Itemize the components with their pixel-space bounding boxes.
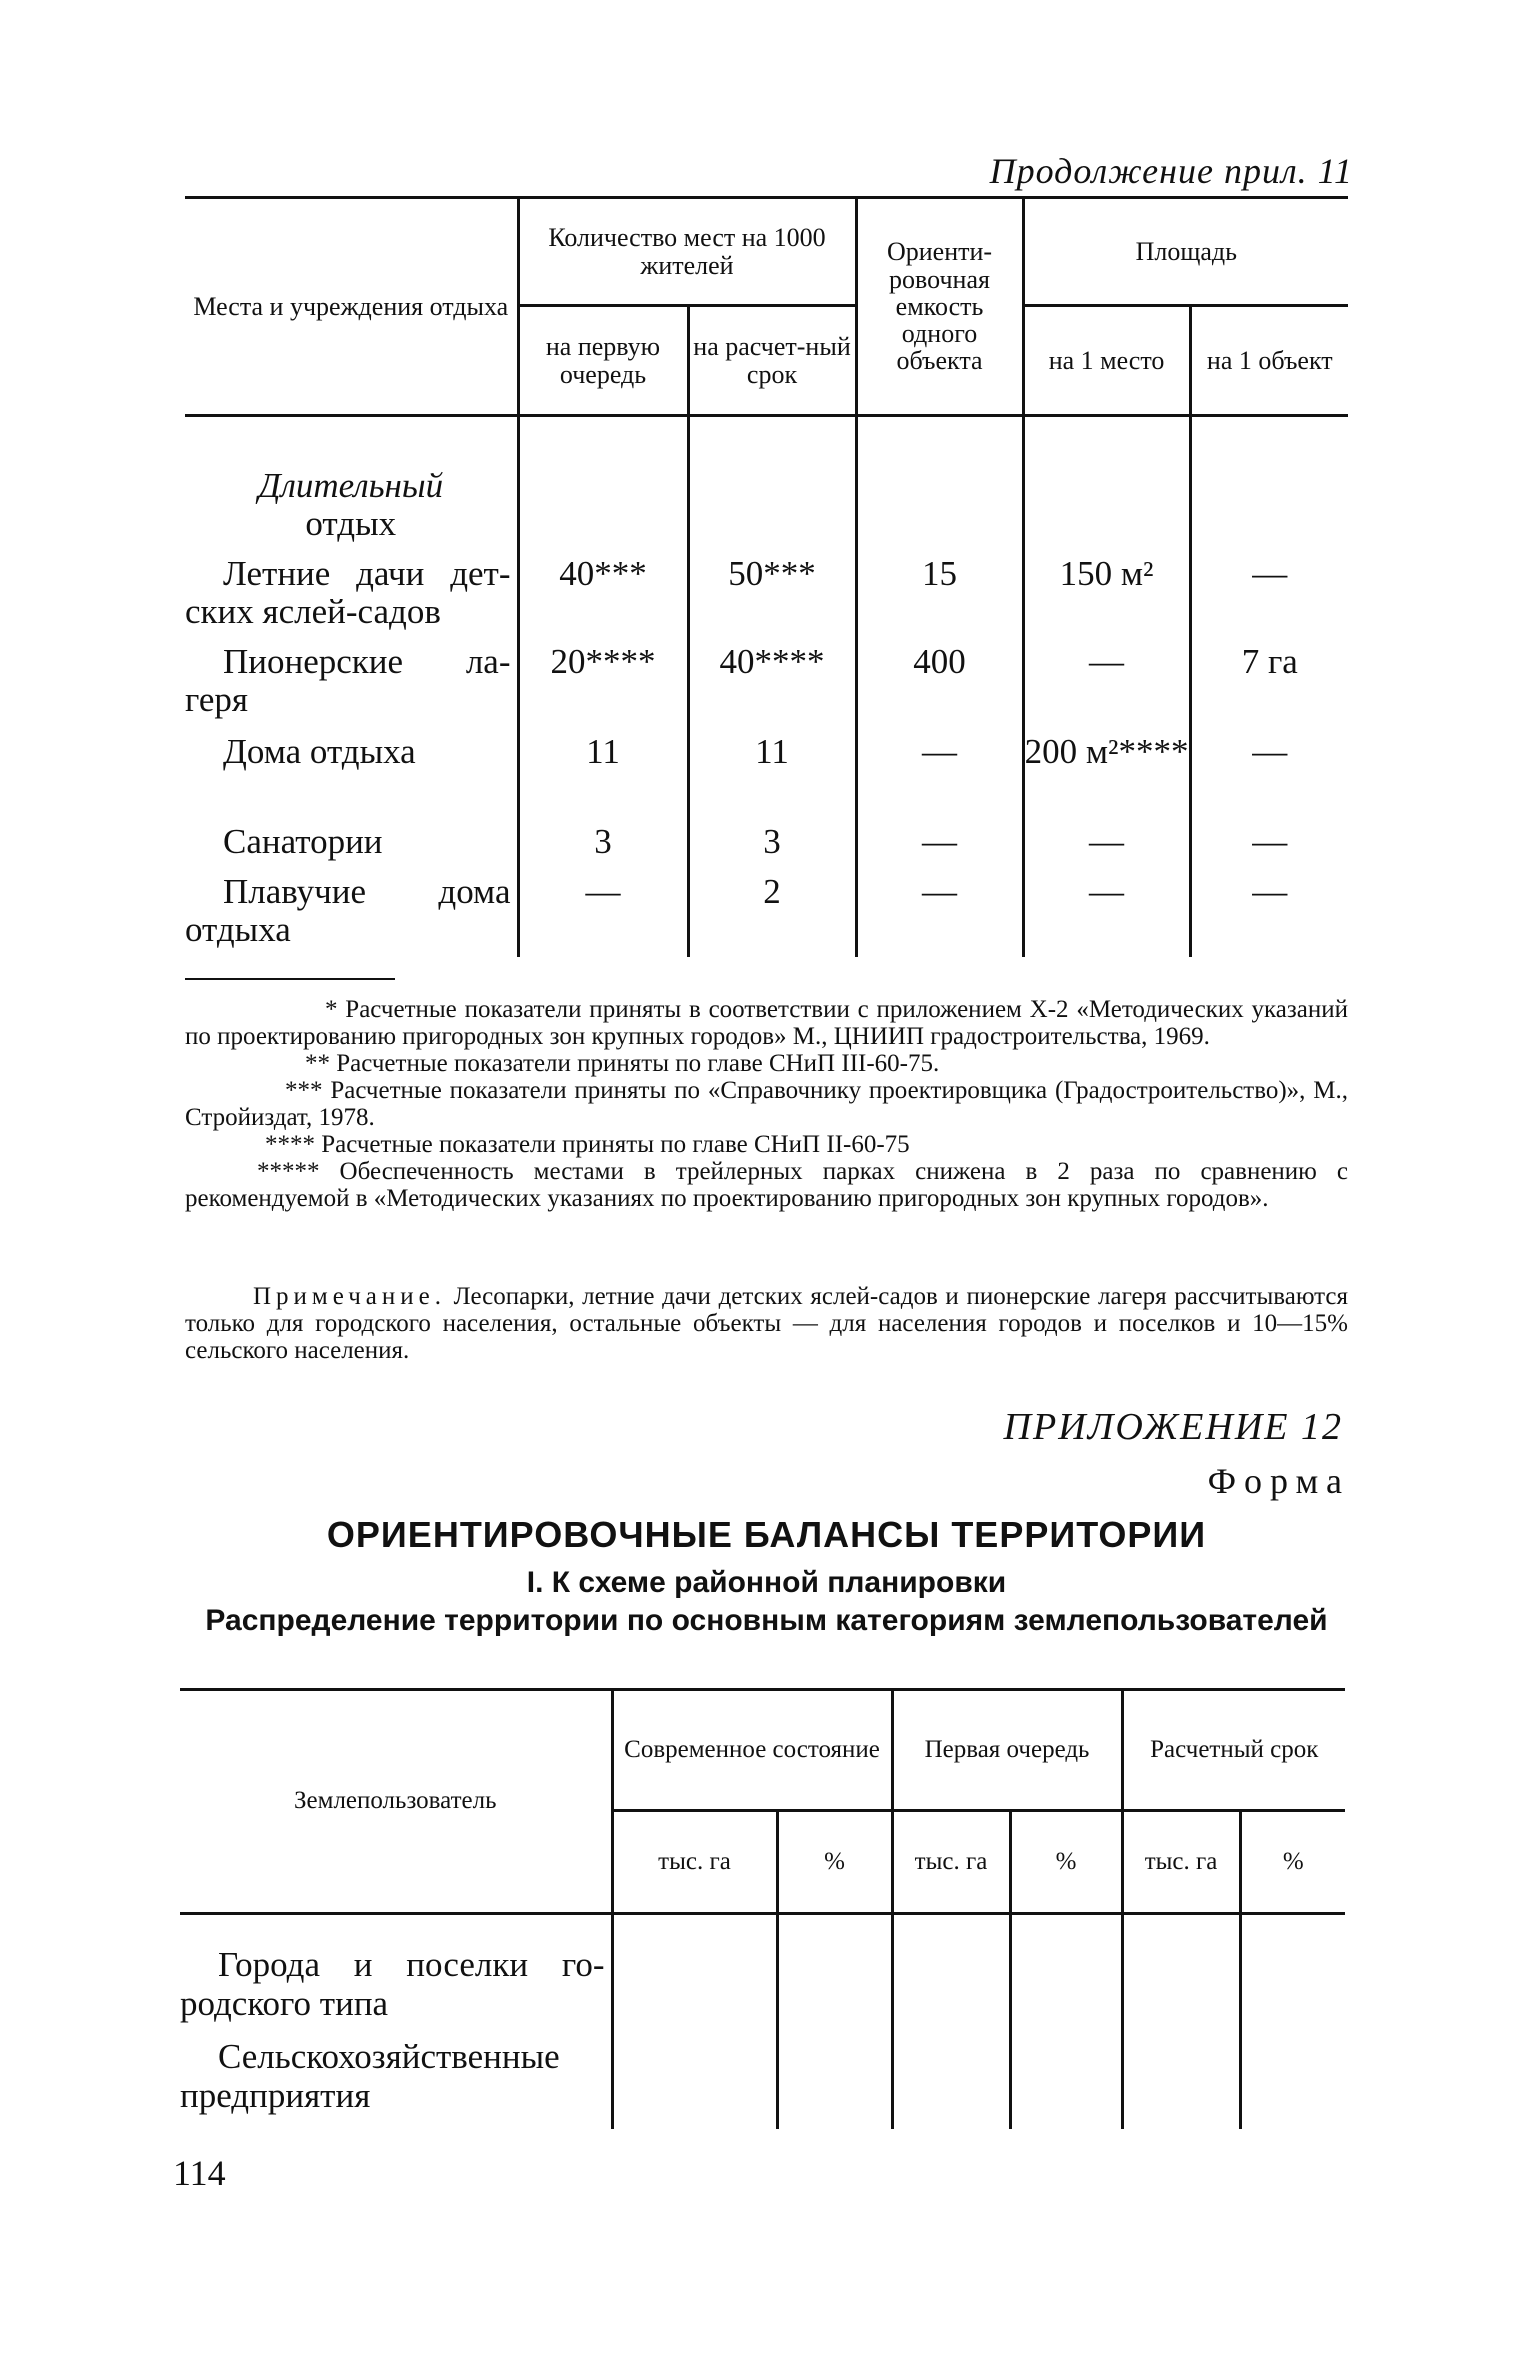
row-per-object: 7 га [1241, 641, 1298, 681]
header-count: Количество мест на 1000 жителей [518, 198, 856, 306]
row-first: 11 [518, 733, 688, 823]
header-user: Землепользователь [180, 1690, 612, 1914]
footnote-4: **** Расчетные показатели приняты по главе СНиП II-60-75 [265, 1131, 910, 1158]
continuation-header: Продолжение прил. 11 [989, 151, 1353, 191]
footnote-5: ***** Обеспеченность местами в трейлерных парках снижена в 2 раза по сравнению с рекомендуемой в «Методических указаниях по проектированию пригородных зон крупных городов». [185, 1158, 1348, 1212]
header-calc-period: на расчет-ный срок [688, 306, 856, 416]
row-name: Сельскохозяйственные предприятия [180, 2037, 612, 2129]
row-calc: 50*** [688, 555, 856, 643]
header-first-stage: на первую очередь [518, 306, 688, 416]
header-capacity: Ориенти-ровочная емкость одного объекта [856, 198, 1023, 416]
row-capacity: — [856, 733, 1023, 823]
row-capacity: 400 [856, 643, 1023, 733]
row-per-object: — [1252, 731, 1288, 771]
row-per-place: — [1023, 873, 1190, 957]
row-name: Летние дачи дет-ских яслей-садов [185, 555, 518, 643]
row-per-place: — [1023, 823, 1190, 873]
row-name: Пионерские ла-геря [185, 643, 518, 733]
header-current: Современное состояние [612, 1690, 892, 1811]
section-subtitle: отдых [185, 505, 518, 555]
header-place: Места и учреждения отдыха [185, 198, 518, 416]
unit-ha: тыс. га [1122, 1811, 1240, 1914]
page-number: 114 [173, 2153, 226, 2193]
footnote-3: *** Расчетные показатели приняты по «Справочнику проектировщика (Градостроительство)», М., Стройиздат, 1978. [185, 1077, 1348, 1131]
appendix-heading: ПРИЛОЖЕНИЕ 12 [1003, 1406, 1343, 1448]
row-per-place: — [1023, 643, 1190, 733]
row-capacity: 15 [856, 555, 1023, 643]
row-name: Дома отдыха [185, 733, 518, 823]
unit-ha: тыс. га [892, 1811, 1010, 1914]
footnote-1: * Расчетные показатели приняты в соответствии с приложением Х-2 «Методических указаний по проектированию пригородных зон крупных городов» М., ЦНИИП градостроительства, 1969. [185, 996, 1348, 1050]
row-capacity: — [856, 823, 1023, 873]
row-first: 40*** [518, 555, 688, 643]
section-title: Длительный [185, 467, 518, 505]
form-label: Форма [1207, 1461, 1350, 1501]
unit-pct: % [1240, 1811, 1345, 1914]
row-per-object: — [1252, 871, 1288, 911]
footnote-2: ** Расчетные показатели приняты по главе СНиП III-60-75. [305, 1050, 940, 1077]
row-per-object: — [1252, 553, 1288, 593]
unit-pct: % [1010, 1811, 1122, 1914]
footnote-divider [185, 978, 395, 980]
footnotes [185, 996, 1348, 1212]
subtitle: I. К схеме районной планировки [526, 1566, 1007, 1599]
row-per-object: — [1252, 821, 1288, 861]
row-name: Города и поселки го-родского типа [180, 1945, 612, 2037]
row-capacity: — [856, 873, 1023, 957]
unit-ha: тыс. га [612, 1811, 777, 1914]
header-per-place: на 1 место [1023, 306, 1190, 416]
row-name: Санатории [185, 823, 518, 873]
row-calc: 3 [688, 823, 856, 873]
row-name: Плавучие дома отдыха [185, 873, 518, 957]
unit-pct: % [777, 1811, 892, 1914]
note [185, 1283, 1348, 1364]
row-per-place: 200 м²**** [1023, 733, 1190, 823]
recreation-places-table [185, 196, 1348, 957]
row-calc: 11 [688, 733, 856, 823]
row-first: — [518, 873, 688, 957]
note-text: Лесопарки, летние дачи детских яслей-садов и пионерские лагеря рассчитываются только для городского населения, остальные объекты — для населения городов и поселков и 10—15% сельского населения. [185, 1283, 1348, 1364]
row-calc: 40**** [688, 643, 856, 733]
row-calc: 2 [688, 873, 856, 957]
page-title: ОРИЕНТИРОВОЧНЫЕ БАЛАНСЫ ТЕРРИТОРИИ [326, 1514, 1207, 1555]
header-first-stage: Первая очередь [892, 1690, 1122, 1811]
note-label: Примечание. [253, 1283, 447, 1310]
table-caption: Распределение территории по основным категориям землепользователей [205, 1604, 1328, 1637]
territory-balance-table [180, 1688, 1345, 2129]
row-first: 20**** [518, 643, 688, 733]
header-area: Площадь [1023, 198, 1348, 306]
row-per-place: 150 м² [1023, 555, 1190, 643]
header-per-object: на 1 объект [1190, 306, 1348, 416]
row-first: 3 [518, 823, 688, 873]
header-calc-period: Расчетный срок [1122, 1690, 1345, 1811]
